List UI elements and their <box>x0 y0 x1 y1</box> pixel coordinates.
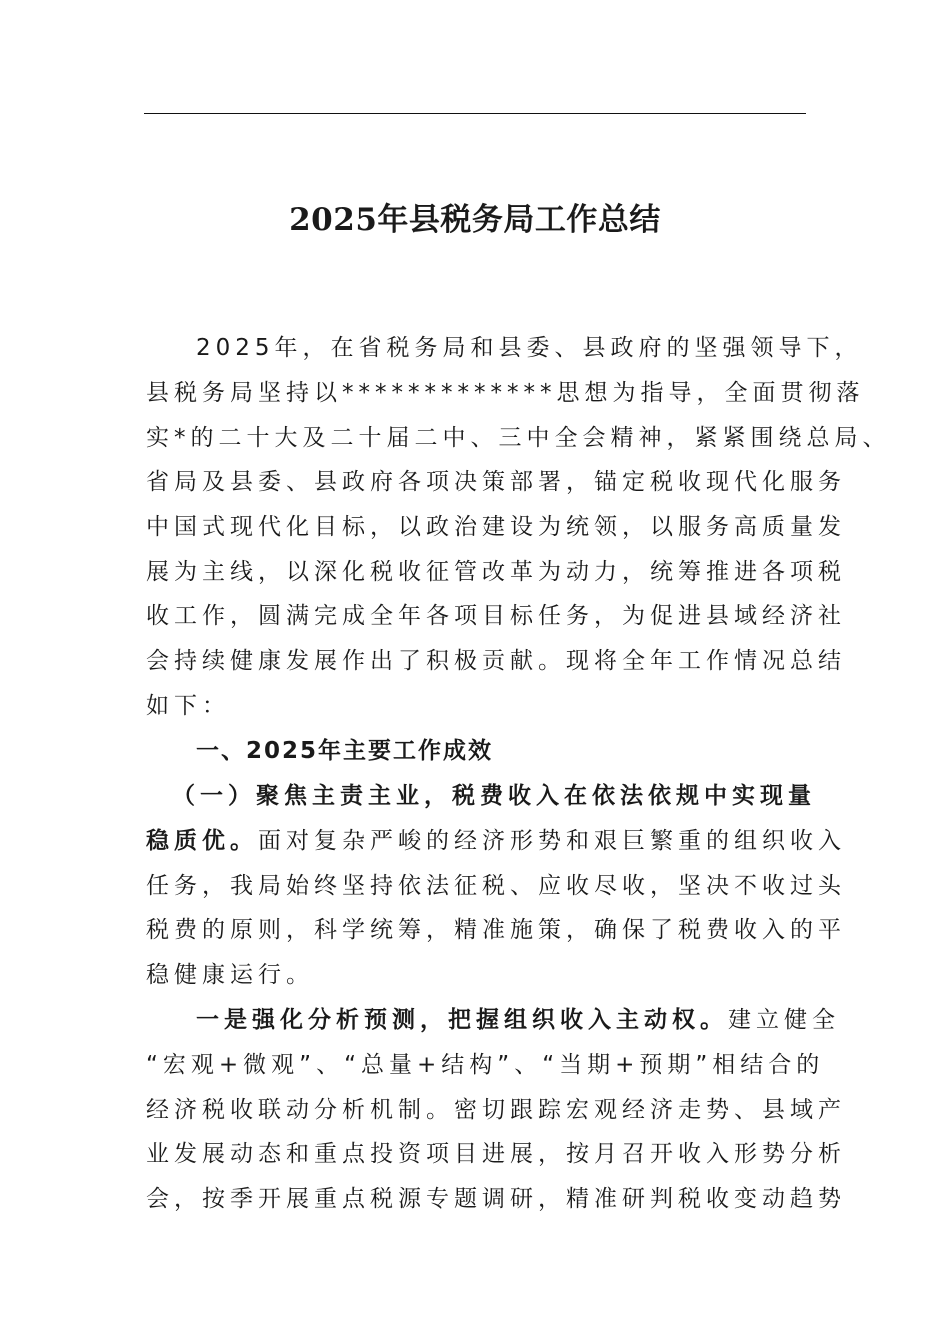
intro-line: 如下： <box>146 693 230 719</box>
intro-line: 省局及县委、县政府各项决策部署，锚定税收现代化服务 <box>146 469 846 495</box>
subsection-line <box>146 821 846 861</box>
subsection-lead: （一）聚焦主责主业，税费收入在依法依规中实现量 <box>172 783 816 809</box>
section-heading: 一、2025年主要工作成效 <box>196 738 494 764</box>
point-one-line: “宏观+微观”、“总量+结构”、“当期+预期”相结合的 <box>146 1052 825 1078</box>
point-one-line: 业发展动态和重点投资项目进展，按月召开收入形势分析 <box>146 1141 846 1167</box>
subsection-lead-end: 稳质优。 <box>146 828 258 854</box>
intro-line: 会持续健康发展作出了积极贡献。现将全年工作情况总结 <box>146 648 846 674</box>
document-title: 2025年县税务局工作总结 <box>289 202 661 238</box>
point-one-lead-line <box>196 1000 840 1040</box>
intro-line: 实*的二十大及二十届二中、三中全会精神，紧紧围绕总局、 <box>146 425 891 451</box>
point-one-line: 经济税收联动分析机制。密切跟踪宏观经济走势、县域产 <box>146 1097 846 1123</box>
intro-line: 县税务局坚持以*************思想为指导，全面贯彻落 <box>146 380 865 406</box>
intro-line: 收工作，圆满完成全年各项目标任务，为促进县域经济社 <box>146 603 846 629</box>
header-rule <box>144 113 806 114</box>
intro-line: 中国式现代化目标，以政治建设为统领，以服务高质量发 <box>146 514 846 540</box>
subsection-line: 稳健康运行。 <box>146 962 314 988</box>
point-one-lead: 一是强化分析预测，把握组织收入主动权。 <box>196 1007 728 1033</box>
point-one-text: 建立健全 <box>728 1007 840 1033</box>
intro-line: 2025年，在省税务局和县委、县政府的坚强领导下， <box>196 335 863 361</box>
subsection-line: 任务，我局始终坚持依法征税、应收尽收，坚决不收过头 <box>146 873 846 899</box>
subsection-line: 税费的原则，科学统筹，精准施策，确保了税费收入的平 <box>146 917 846 943</box>
subsection-text: 面对复杂严峻的经济形势和艰巨繁重的组织收入 <box>258 828 846 854</box>
intro-line: 展为主线，以深化税收征管改革为动力，统筹推进各项税 <box>146 559 846 585</box>
point-one-line: 会，按季开展重点税源专题调研，精准研判税收变动趋势 <box>146 1186 846 1212</box>
